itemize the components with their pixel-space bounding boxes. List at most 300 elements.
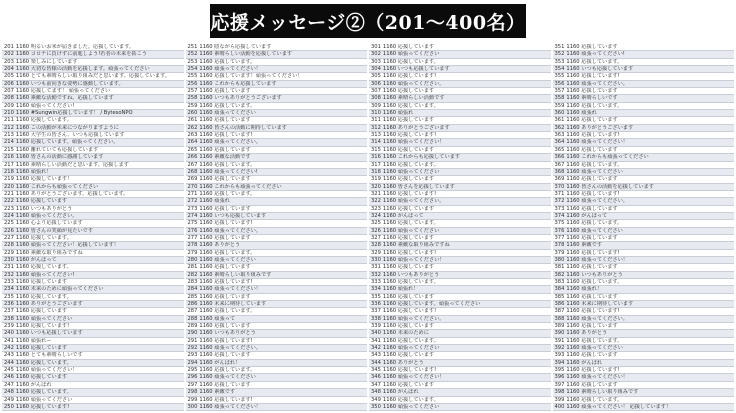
message-text: 1160 応援しています。 — [15, 293, 72, 300]
message-number: 307 — [371, 88, 381, 95]
message-number: 268 — [187, 168, 198, 175]
message-row — [553, 162, 735, 169]
message-text: 1160 応援しています。 — [382, 161, 439, 168]
message-number: 350 — [371, 403, 381, 410]
message-text: 1160 応援しています。 — [566, 161, 623, 168]
message-row — [2, 294, 184, 301]
message-number: 359 — [554, 102, 565, 109]
message-text: 1160 頑張れ！ — [566, 286, 603, 293]
message-number: 287 — [187, 308, 198, 315]
message-text: 1160 がんばって — [382, 212, 424, 219]
message-number: 278 — [187, 242, 198, 249]
message-row — [553, 51, 735, 58]
message-row — [2, 66, 184, 73]
message-row — [2, 176, 184, 183]
message-text: 1160 未来のために — [382, 330, 429, 337]
message-row — [369, 301, 551, 308]
message-number: 393 — [554, 352, 565, 359]
message-number: 262 — [187, 124, 198, 131]
message-number: 315 — [371, 146, 381, 153]
message-number: 275 — [187, 220, 198, 227]
message-number: 273 — [187, 205, 198, 212]
message-number: 231 — [4, 264, 14, 271]
message-row — [553, 382, 735, 389]
message-row — [369, 110, 551, 117]
message-number: 217 — [4, 161, 14, 168]
message-row — [553, 81, 735, 88]
message-text: 1160 頑張れ — [199, 198, 230, 205]
message-row — [2, 242, 184, 249]
message-row — [2, 117, 184, 124]
message-number: 360 — [554, 110, 565, 117]
message-text: 1160 応援しています — [566, 146, 618, 153]
message-text: 1160 応援しています — [199, 381, 251, 388]
message-text: 1160 素晴らしい取り組みです — [199, 271, 272, 278]
message-number: 269 — [187, 176, 198, 183]
message-row — [369, 184, 551, 191]
message-text: 1160 頑張ってください — [382, 227, 440, 234]
message-number: 306 — [371, 80, 381, 87]
message-row — [369, 382, 551, 389]
message-text: 1160 応援しています。 — [382, 58, 439, 65]
message-text: 1160 応援しています — [382, 205, 435, 212]
message-text: 1160 応援しています! — [382, 249, 437, 256]
message-row — [369, 51, 551, 58]
message-row — [553, 397, 735, 404]
message-row — [2, 279, 184, 286]
message-number: 353 — [554, 58, 565, 65]
message-number: 372 — [554, 198, 565, 205]
message-row — [2, 162, 184, 169]
message-number: 242 — [4, 345, 14, 352]
message-row — [369, 294, 551, 301]
message-row — [2, 235, 184, 242]
message-row — [369, 404, 551, 411]
message-number: 245 — [4, 367, 14, 374]
message-row — [369, 367, 551, 374]
message-text: 1160 未来に期待しています — [566, 301, 634, 308]
message-row — [2, 264, 184, 271]
message-text: 1160 応援しています! — [199, 337, 253, 344]
message-text: 1160 素晴らしい活動だと思います。応援します — [15, 161, 129, 168]
message-number: 391 — [554, 337, 565, 344]
message-text: 1160 頑張ってください。 — [382, 198, 445, 205]
message-text: 1160 応援しています。 — [199, 102, 256, 109]
message-number: 208 — [4, 95, 14, 102]
message-row — [553, 367, 735, 374]
message-row — [553, 191, 735, 198]
message-number: 290 — [187, 330, 198, 337]
message-text: 1160 応援しています — [566, 293, 618, 300]
message-text: 1160 応援しています。 — [15, 359, 72, 366]
message-number: 337 — [371, 308, 381, 315]
message-row — [2, 44, 184, 51]
message-text: 1160 頑張ってください — [382, 403, 440, 410]
message-text: 1160 いつも前向きな姿勢に感動しています。 — [15, 80, 124, 87]
message-columns — [2, 44, 734, 411]
message-row — [186, 338, 368, 345]
message-number: 295 — [187, 367, 198, 374]
message-row — [369, 206, 551, 213]
message-row — [553, 345, 735, 352]
message-row — [369, 125, 551, 132]
message-text: 1160 頑張ってください！ — [382, 139, 445, 146]
message-number: 376 — [554, 227, 565, 234]
message-row — [2, 198, 184, 205]
message-row — [553, 242, 735, 249]
message-row — [369, 147, 551, 154]
message-number: 272 — [187, 198, 198, 205]
message-text: 1160 応援しています — [566, 234, 618, 241]
message-text: 1160 応援しています。 — [382, 220, 439, 227]
message-number: 392 — [554, 345, 565, 352]
message-text: 1160 #Sungwin応援しています！ / BytesoNPO — [15, 110, 133, 117]
message-row — [186, 176, 368, 183]
title-banner — [210, 4, 526, 38]
message-row — [2, 169, 184, 176]
message-row — [553, 323, 735, 330]
message-text: 1160 応援しています。 — [15, 264, 72, 271]
message-text: 1160 応援しています。 — [199, 249, 256, 256]
message-text: 1160 頑張ってください！ 応援しています！ — [566, 403, 672, 410]
message-text: 1160 頑張ってください！ — [382, 374, 445, 381]
message-row — [553, 176, 735, 183]
message-number: 308 — [371, 95, 381, 102]
message-text: 1160 頑張ってください！ — [566, 256, 628, 263]
message-number: 247 — [4, 381, 14, 388]
message-row — [2, 147, 184, 154]
message-number: 277 — [187, 234, 198, 241]
message-row — [553, 294, 735, 301]
message-text: 1160 応援しています — [566, 176, 618, 183]
message-number: 318 — [371, 168, 381, 175]
message-number: 369 — [554, 176, 565, 183]
message-row — [369, 257, 551, 264]
message-number: 292 — [187, 345, 198, 352]
message-number: 355 — [554, 73, 565, 80]
message-text: 1160 応援しています! — [199, 220, 253, 227]
message-row — [553, 257, 735, 264]
message-text: 1160 素敵です — [199, 389, 236, 396]
message-text: 1160 応援しています。 — [566, 279, 623, 285]
message-text: 1160 応援しています — [382, 381, 435, 388]
message-text: 1160 いつもありがとう — [382, 271, 440, 278]
message-number: 320 — [371, 183, 381, 190]
message-row — [186, 213, 368, 220]
message-text: 1160 素敵です — [566, 242, 603, 249]
message-number: 321 — [371, 190, 381, 197]
message-row — [186, 132, 368, 139]
message-row — [369, 132, 551, 139]
message-row — [186, 330, 368, 337]
message-row — [186, 73, 368, 80]
message-number: 256 — [187, 80, 198, 87]
message-text: 1160 素敵な活動です — [199, 154, 251, 161]
message-text: 1160 頑張ってください。 — [566, 315, 628, 322]
message-row — [369, 308, 551, 315]
message-row — [369, 286, 551, 293]
message-number: 221 — [4, 190, 14, 197]
message-number: 261 — [187, 117, 198, 124]
message-row — [2, 367, 184, 374]
message-text: 1160 応援しています — [15, 374, 68, 381]
message-number: 284 — [187, 286, 198, 293]
message-row — [2, 338, 184, 345]
message-row — [553, 404, 735, 411]
message-row — [369, 228, 551, 235]
message-text: 1160 素敵な取り組みですね — [382, 242, 450, 249]
message-number: 364 — [554, 139, 565, 146]
message-number: 281 — [187, 264, 198, 271]
message-text: 1160 応援しています — [199, 352, 251, 359]
message-number: 212 — [4, 124, 14, 131]
message-text: 1160 いつも応援しています — [382, 66, 450, 73]
message-row — [553, 301, 735, 308]
message-row — [369, 397, 551, 404]
message-text: 1160 頑張って — [199, 315, 236, 322]
message-number: 266 — [187, 154, 198, 161]
message-row — [369, 73, 551, 80]
message-text: 1160 応援しています — [199, 88, 251, 95]
message-text: 1160 がんばれ — [15, 381, 52, 388]
message-row — [2, 301, 184, 308]
message-row — [186, 382, 368, 389]
message-text: 1160 この活動が未来につながりますように — [15, 124, 119, 131]
message-text: 1160 応援しています! — [199, 279, 253, 285]
message-text: 1160 これからも頑張ってください — [15, 183, 99, 190]
message-number: 218 — [4, 168, 14, 175]
message-row — [553, 330, 735, 337]
message-text: 1160 いつもありがとう — [199, 330, 256, 337]
message-text: 1160 ありがとう — [199, 242, 241, 249]
message-text: 1160 応援しています。 — [382, 279, 439, 285]
message-text: 1160 大学生の皆さん、いつも応援しています — [15, 132, 125, 139]
message-row — [553, 66, 735, 73]
message-number: 305 — [371, 73, 381, 80]
message-row — [369, 103, 551, 110]
message-row — [553, 360, 735, 367]
message-text: 1160 頑張ってください！ — [199, 66, 261, 73]
message-row — [369, 323, 551, 330]
message-row — [553, 125, 735, 132]
message-row — [186, 81, 368, 88]
message-text: 1160 素晴らしい活動を応援しています — [199, 51, 293, 58]
message-number: 368 — [554, 168, 565, 175]
message-text: 1160 頑張ってください — [199, 374, 256, 381]
message-number: 367 — [554, 161, 565, 168]
message-text: 1160 ありがとうございます — [566, 124, 634, 131]
message-text: 1160 応援しています。 — [566, 102, 623, 109]
message-row — [553, 338, 735, 345]
message-row — [186, 242, 368, 249]
message-row — [2, 360, 184, 367]
message-row — [186, 264, 368, 271]
message-row — [186, 191, 368, 198]
message-text: 1160 頑張れ — [566, 110, 597, 117]
message-text: 1160 応援しています! — [566, 367, 620, 374]
message-text: 1160 頑張ってください! — [15, 102, 75, 109]
message-text: 1160 応援しています! — [382, 190, 437, 197]
message-row — [2, 272, 184, 279]
message-text: 1160 応援しています! — [15, 323, 70, 330]
message-number: 328 — [371, 242, 381, 249]
message-row — [2, 81, 184, 88]
message-number: 225 — [4, 220, 14, 227]
message-row — [186, 374, 368, 381]
message-row — [2, 345, 184, 352]
message-text: 1160 陰ながら応援しています — [199, 44, 272, 50]
message-number: 379 — [554, 249, 565, 256]
message-text: 1160 応援しています — [566, 323, 618, 330]
message-number: 213 — [4, 132, 14, 139]
message-text: 1160 応援しています。 — [15, 234, 72, 241]
message-row — [186, 286, 368, 293]
message-row — [553, 206, 735, 213]
message-row — [369, 242, 551, 249]
message-text: 1160 コロナに負けずに前進しよう!若者の未来を拓こう — [15, 51, 147, 58]
message-number: 394 — [554, 359, 565, 366]
message-text: 1160 皆さんの活動を応援しています — [566, 183, 654, 190]
message-row — [369, 264, 551, 271]
message-text: 1160 応援しています。 — [199, 161, 256, 168]
message-row — [553, 59, 735, 66]
message-number: 239 — [4, 323, 14, 330]
message-row — [186, 162, 368, 169]
message-row — [2, 286, 184, 293]
message-number: 257 — [187, 88, 198, 95]
message-row — [2, 213, 184, 220]
message-row — [186, 169, 368, 176]
message-number: 380 — [554, 256, 565, 263]
message-number: 220 — [4, 183, 14, 190]
message-row — [186, 389, 368, 396]
message-text: 1160 心より応援しています — [15, 220, 83, 227]
message-row — [186, 110, 368, 117]
message-number: 351 — [554, 44, 565, 50]
message-text: 1160 頑張ってください！ — [199, 286, 261, 293]
message-text: 1160 いつもありがとうございます — [199, 95, 282, 102]
message-number: 400 — [554, 403, 565, 410]
message-row — [186, 279, 368, 286]
message-number: 285 — [187, 293, 198, 300]
message-row — [553, 88, 735, 95]
message-number: 361 — [554, 117, 565, 124]
message-text: 1160 応援しています! — [382, 308, 437, 315]
message-number: 390 — [554, 330, 565, 337]
message-number: 317 — [371, 161, 381, 168]
message-number: 224 — [4, 212, 14, 219]
message-row — [2, 59, 184, 66]
message-row — [553, 220, 735, 227]
message-number: 312 — [371, 124, 381, 131]
message-row — [553, 44, 735, 51]
message-text: 1160 応援しています。 — [199, 58, 256, 65]
message-row — [186, 198, 368, 205]
message-row — [369, 235, 551, 242]
message-row — [369, 154, 551, 161]
message-row — [186, 316, 368, 323]
message-text: 1160 応援しています。 — [199, 308, 256, 315]
message-text: 1160 応援しています。 — [15, 389, 72, 396]
message-text: 1160 がんばれ — [566, 359, 603, 366]
message-number: 282 — [187, 271, 198, 278]
message-row — [553, 228, 735, 235]
message-row — [553, 169, 735, 176]
message-text: 1160 いつもありがとう — [566, 271, 623, 278]
message-row — [186, 88, 368, 95]
message-row — [186, 66, 368, 73]
message-text: 1160 応援しています — [566, 381, 618, 388]
message-number: 386 — [554, 301, 565, 308]
message-text: 1160 頑張ってください — [382, 51, 440, 58]
message-text: 1160 頑張ってください！ — [566, 374, 628, 381]
message-row — [186, 184, 368, 191]
message-text: 1160 応援しています — [199, 117, 251, 124]
message-row — [186, 117, 368, 124]
message-number: 237 — [4, 308, 14, 315]
message-row — [553, 132, 735, 139]
message-text: 1160 頑張ってください — [566, 227, 623, 234]
message-text: 1160 応援しています — [199, 293, 251, 300]
message-text: 1160 頑張ってください。 — [566, 198, 628, 205]
message-row — [2, 206, 184, 213]
message-text: 1160 応援しています! — [566, 73, 620, 80]
message-number: 249 — [4, 396, 14, 403]
message-text: 1160 応援しています。 — [566, 58, 623, 65]
message-number: 362 — [554, 124, 565, 131]
message-number: 332 — [371, 271, 381, 278]
message-row — [2, 103, 184, 110]
message-row — [186, 95, 368, 102]
message-row — [553, 374, 735, 381]
message-text: 1160 楽しみにしています — [15, 58, 78, 65]
message-text: 1160 応援しています — [15, 279, 68, 285]
message-number: 253 — [187, 58, 198, 65]
message-number: 293 — [187, 352, 198, 359]
message-text: 1160 応援しています — [382, 323, 435, 330]
message-row — [2, 316, 184, 323]
message-text: 1160 応援しています。 — [566, 337, 623, 344]
message-text: 1160 いつも応援しています — [566, 66, 634, 73]
message-text: 1160 応援しています! — [199, 396, 253, 403]
message-text: 1160 応援しています — [199, 176, 251, 183]
message-row — [553, 389, 735, 396]
message-number: 228 — [4, 242, 14, 249]
message-number: 333 — [371, 279, 381, 285]
message-row — [186, 154, 368, 161]
message-row — [369, 279, 551, 286]
message-number: 227 — [4, 234, 14, 241]
message-number: 383 — [554, 279, 565, 285]
message-row — [186, 404, 368, 411]
message-number: 300 — [187, 403, 198, 410]
message-text: 1160 がんばれ！ — [199, 359, 241, 366]
message-text: 1160 頑張れー — [15, 337, 52, 344]
message-number: 230 — [4, 256, 14, 263]
message-row — [553, 110, 735, 117]
message-row — [369, 360, 551, 367]
message-row — [186, 301, 368, 308]
message-number: 222 — [4, 198, 14, 205]
message-row — [369, 117, 551, 124]
message-number: 291 — [187, 337, 198, 344]
message-text: 1160 頑張れ！ — [15, 168, 52, 175]
message-row — [186, 51, 368, 58]
message-number: 371 — [554, 190, 565, 197]
message-row — [186, 250, 368, 257]
message-number: 382 — [554, 271, 565, 278]
message-text: 1160 頑張ってください。 — [566, 80, 628, 87]
